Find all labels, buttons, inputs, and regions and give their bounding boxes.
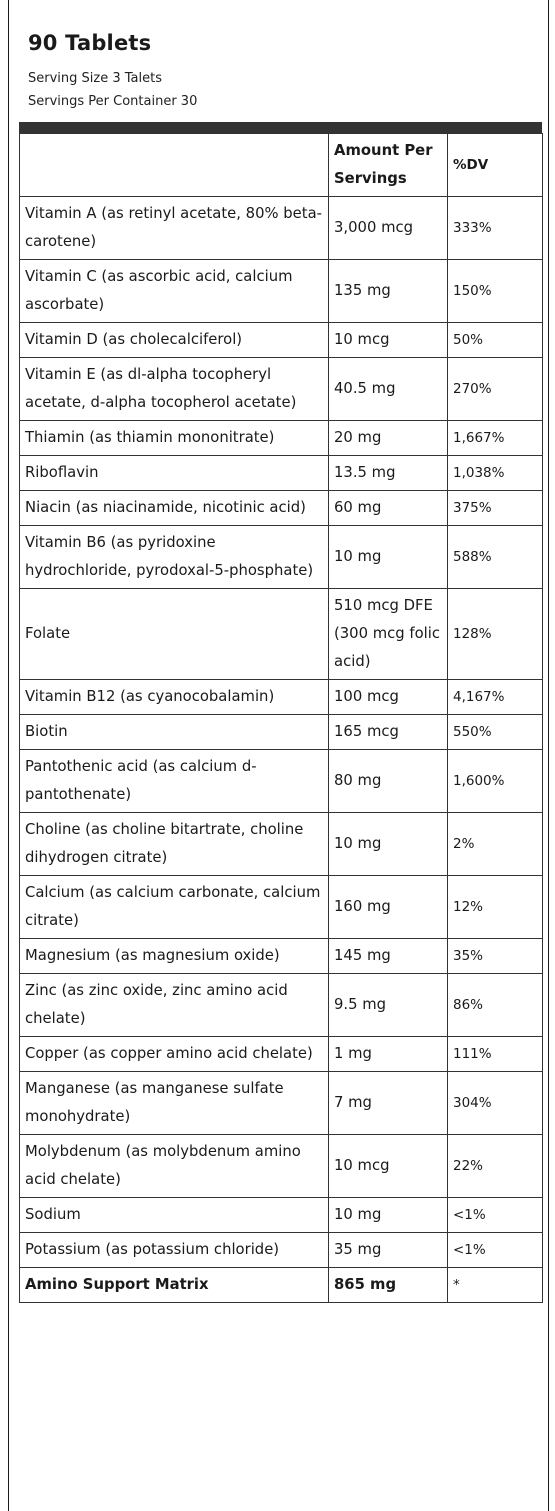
- table-row: [20, 358, 543, 421]
- servings-per-container: Servings Per Container 30: [28, 94, 198, 109]
- dv-cell: 1,600%: [448, 750, 543, 813]
- amount-cell: 80 mg: [329, 750, 448, 813]
- table-row: [20, 323, 543, 358]
- amount-cell: 10 mg: [329, 813, 448, 876]
- serving-size: Serving Size 3 Talets: [28, 71, 162, 86]
- column-header-amount: Amount Per Servings: [329, 134, 448, 197]
- amount-cell: 3,000 mcg: [329, 197, 448, 260]
- dv-cell: <1%: [448, 1198, 543, 1233]
- table-row: [20, 421, 543, 456]
- page-title: 90 Tablets: [28, 31, 152, 55]
- amount-cell: 135 mg: [329, 260, 448, 323]
- dv-cell: <1%: [448, 1233, 543, 1268]
- amount-cell: 60 mg: [329, 491, 448, 526]
- dv-cell: 270%: [448, 358, 543, 421]
- dv-cell: 111%: [448, 1037, 543, 1072]
- table-row: [20, 1072, 543, 1135]
- table-row: [20, 1135, 543, 1198]
- amount-cell: 165 mcg: [329, 715, 448, 750]
- table-row: [20, 456, 543, 491]
- supplement-facts-panel: [8, 0, 549, 1511]
- amount-cell: 510 mcg DFE (300 mcg folic acid): [329, 589, 448, 680]
- ingredient-name-cell: Vitamin C (as ascorbic acid, calcium ascorbate): [20, 260, 329, 323]
- ingredient-name-cell: Copper (as copper amino acid chelate): [20, 1037, 329, 1072]
- nutrition-table: [19, 133, 543, 1303]
- amount-cell: 13.5 mg: [329, 456, 448, 491]
- table-row: [20, 813, 543, 876]
- amount-cell: 40.5 mg: [329, 358, 448, 421]
- amount-cell: 1 mg: [329, 1037, 448, 1072]
- table-row: [20, 491, 543, 526]
- table-row: [20, 680, 543, 715]
- amount-cell: 7 mg: [329, 1072, 448, 1135]
- table-body: [20, 197, 543, 1303]
- table-row: [20, 526, 543, 589]
- dv-cell: 35%: [448, 939, 543, 974]
- dv-cell: 128%: [448, 589, 543, 680]
- table-row: [20, 715, 543, 750]
- amount-cell: 10 mg: [329, 1198, 448, 1233]
- amount-cell: 35 mg: [329, 1233, 448, 1268]
- ingredient-name-cell: Choline (as choline bitartrate, choline dihydrogen citrate): [20, 813, 329, 876]
- ingredient-name-cell: Pantothenic acid (as calcium d-pantothenate): [20, 750, 329, 813]
- amount-cell: 145 mg: [329, 939, 448, 974]
- dv-cell: 375%: [448, 491, 543, 526]
- amount-cell: 10 mcg: [329, 1135, 448, 1198]
- amount-cell: 9.5 mg: [329, 974, 448, 1037]
- ingredient-name-cell: Riboflavin: [20, 456, 329, 491]
- table-row: [20, 260, 543, 323]
- ingredient-name-cell: Manganese (as manganese sulfate monohydrate): [20, 1072, 329, 1135]
- table-row: [20, 589, 543, 680]
- ingredient-name-cell: Thiamin (as thiamin mononitrate): [20, 421, 329, 456]
- table-row: [20, 1198, 543, 1233]
- table-row: [20, 876, 543, 939]
- dv-cell: 150%: [448, 260, 543, 323]
- dv-cell: 86%: [448, 974, 543, 1037]
- dv-cell: 550%: [448, 715, 543, 750]
- dv-cell: 304%: [448, 1072, 543, 1135]
- amount-cell: 160 mg: [329, 876, 448, 939]
- ingredient-name-cell: Vitamin D (as cholecalciferol): [20, 323, 329, 358]
- dv-cell: *: [448, 1268, 543, 1303]
- ingredient-name-cell: Niacin (as niacinamide, nicotinic acid): [20, 491, 329, 526]
- table-row: [20, 1268, 543, 1303]
- ingredient-name-cell: Calcium (as calcium carbonate, calcium citrate): [20, 876, 329, 939]
- ingredient-name-cell: Folate: [20, 589, 329, 680]
- column-header-dv: %DV: [448, 134, 543, 197]
- ingredient-name-cell: Vitamin E (as dl-alpha tocopheryl acetate, d-alpha tocopherol acetate): [20, 358, 329, 421]
- ingredient-name-cell: Magnesium (as magnesium oxide): [20, 939, 329, 974]
- table-row: [20, 750, 543, 813]
- dv-cell: 50%: [448, 323, 543, 358]
- ingredient-name-cell: Vitamin A (as retinyl acetate, 80% beta-carotene): [20, 197, 329, 260]
- header-divider-bar: [19, 122, 542, 133]
- amount-cell: 100 mcg: [329, 680, 448, 715]
- table-row: [20, 197, 543, 260]
- ingredient-name-cell: Vitamin B12 (as cyanocobalamin): [20, 680, 329, 715]
- amount-cell: 20 mg: [329, 421, 448, 456]
- dv-cell: 22%: [448, 1135, 543, 1198]
- ingredient-name-cell: Sodium: [20, 1198, 329, 1233]
- table-row: [20, 1037, 543, 1072]
- amount-cell: 10 mcg: [329, 323, 448, 358]
- dv-cell: 4,167%: [448, 680, 543, 715]
- dv-cell: 333%: [448, 197, 543, 260]
- table-row: [20, 974, 543, 1037]
- amount-cell: 10 mg: [329, 526, 448, 589]
- dv-cell: 588%: [448, 526, 543, 589]
- dv-cell: 1,667%: [448, 421, 543, 456]
- column-header-ingredient: [20, 134, 329, 197]
- table-header-row: [20, 134, 543, 197]
- table-row: [20, 939, 543, 974]
- ingredient-name-cell: Potassium (as potassium chloride): [20, 1233, 329, 1268]
- ingredient-name-cell: Vitamin B6 (as pyridoxine hydrochloride, pyrodoxal-5-phosphate): [20, 526, 329, 589]
- dv-cell: 2%: [448, 813, 543, 876]
- dv-cell: 12%: [448, 876, 543, 939]
- amount-cell: 865 mg: [329, 1268, 448, 1303]
- dv-cell: 1,038%: [448, 456, 543, 491]
- ingredient-name-cell: Molybdenum (as molybdenum amino acid chelate): [20, 1135, 329, 1198]
- ingredient-name-cell: Biotin: [20, 715, 329, 750]
- ingredient-name-cell: Zinc (as zinc oxide, zinc amino acid chelate): [20, 974, 329, 1037]
- table-row: [20, 1233, 543, 1268]
- ingredient-name-cell: Amino Support Matrix: [20, 1268, 329, 1303]
